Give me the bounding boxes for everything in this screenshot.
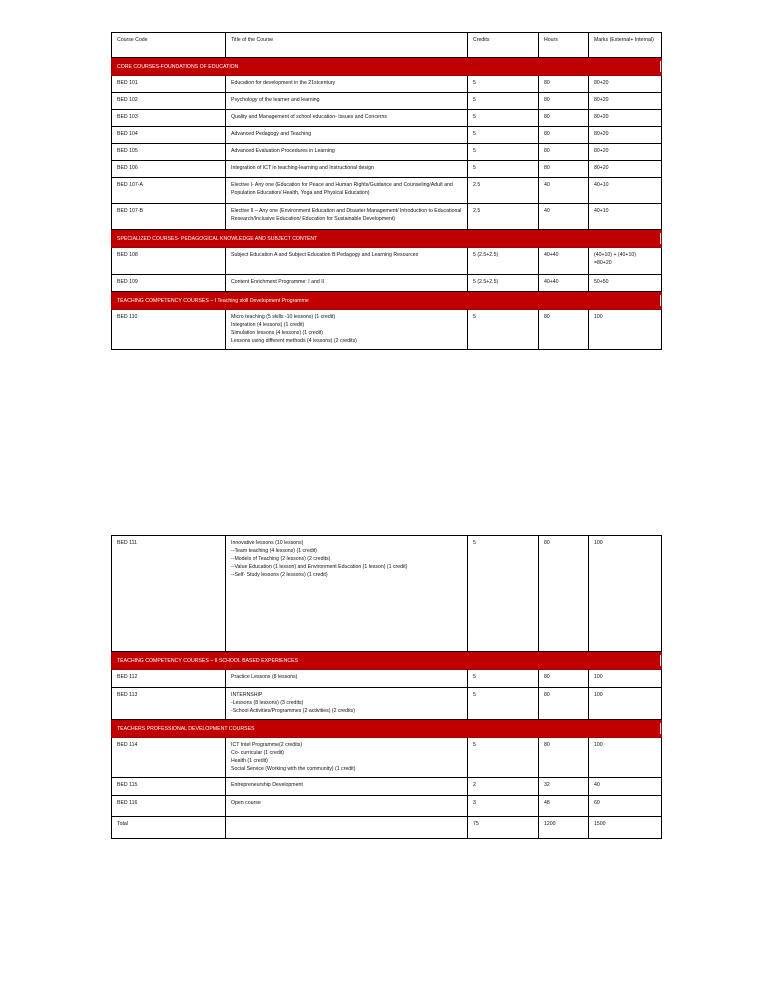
course-marks: 100 [589,688,662,720]
title-line: Innovative lessons (10 lessons) [231,540,304,546]
course-hours: 40 [539,178,589,204]
course-code: BED 103 [112,110,226,127]
table-row [112,796,662,817]
course-title: Practice Lessons (8 lessons) [226,670,468,688]
course-marks: 80+20 [589,110,662,127]
course-title [226,310,468,350]
course-marks: 80+20 [589,144,662,161]
course-marks: 50+50 [589,275,662,292]
marks-line: =80+20 [594,260,612,266]
course-hours: 48 [539,796,589,817]
title-line: --Models of Teaching (2 lessons) (2 credits) [231,556,331,562]
course-hours: 80 [539,670,589,688]
course-code: BED 107-B [112,204,226,230]
course-title: Education for development in the 21stcentury [226,76,468,93]
course-credits: 5 [468,161,539,178]
table-row [112,275,662,292]
curriculum-table-part-2 [111,535,662,839]
course-code: BED 104 [112,127,226,144]
course-hours: 80 [539,310,589,350]
title-line: Co- curricular (1 credit) [231,750,285,756]
course-marks: 40+10 [589,204,662,230]
course-code: BED 109 [112,275,226,292]
table-row [112,93,662,110]
course-credits: 5 [468,670,539,688]
course-hours: 80 [539,76,589,93]
course-credits: 5 [468,93,539,110]
course-credits: 5 [468,688,539,720]
course-credits: 5 [468,76,539,93]
table-row [112,310,662,350]
course-hours: 80 [539,93,589,110]
course-hours: 32 [539,778,589,796]
header-row [112,33,662,58]
course-title: Psychology of the learner and learning [226,93,468,110]
course-credits: 5 [468,127,539,144]
title-line: --Value Education (1 lesson) and Environment Education (1 lesson) (1 credit) [231,564,408,570]
table-row [112,688,662,720]
course-marks: 40 [589,778,662,796]
section-title-core: CORE COURSES-FOUNDATIONS OF EDUCATION [112,58,662,76]
course-hours: 80 [539,110,589,127]
course-marks [589,248,662,275]
table-row [112,536,662,652]
table-row [112,738,662,778]
header-marks: Marks (External+ Internal) [589,33,662,58]
title-line: Health (1 credit) [231,758,268,764]
section-row-specialized [112,230,662,248]
title-line: Integration (4 lessons) (1 credit) [231,322,305,328]
course-credits: 2.5 [468,204,539,230]
course-title: Advanced Evaluation Procedures in Learning [226,144,468,161]
title-line: INTERNSHIP [231,692,263,698]
course-code: BED 110 [112,310,226,350]
course-marks: 40+10 [589,178,662,204]
table-row [112,204,662,230]
course-credits: 2 [468,778,539,796]
total-marks: 1500 [589,817,662,839]
course-code: BED 115 [112,778,226,796]
course-marks: 80+20 [589,93,662,110]
course-hours: 40+40 [539,248,589,275]
course-marks: 100 [589,536,662,652]
section-title-professional: TEACHERS PROFESSIONAL DEVELOPMENT COURSES [112,720,662,738]
course-code: BED 106 [112,161,226,178]
course-title [226,688,468,720]
table-row [112,248,662,275]
section-row-core [112,58,662,76]
section-row-teaching-2 [112,652,662,670]
course-title: Open course [226,796,468,817]
course-marks: 100 [589,670,662,688]
course-credits: 3 [468,796,539,817]
course-title: Content Enrichment Programme: I and II [226,275,468,292]
course-title: Subject Education A and Subject Education B:Pedagogy and Learning Resources [226,248,468,275]
course-hours: 80 [539,144,589,161]
title-line: -School Activities/Programmes (2 activities) (2 credits) [231,708,355,714]
course-credits: 5 (2.5+2.5) [468,275,539,292]
course-marks: 80+20 [589,76,662,93]
course-title: Elective I- Any one (Education for Peace and Human Rights/Guidance and Counseling/Adult and Population Education/ Health, Yoga and Physical Education) [226,178,468,204]
course-title: Elective II – Any one (Environment Education and Disaster Management/ Introduction to Educational Research/Inclusive Education/ Education for Sustainable Development) [226,204,468,230]
header-credits: Credits [468,33,539,58]
course-code: BED 113 [112,688,226,720]
course-title: Integration of ICT in teaching-learning and Instructional design [226,161,468,178]
title-line: Micro teaching (5 skills -10 lessons) (1 credit) [231,314,336,320]
course-hours: 40+40 [539,275,589,292]
course-credits: 2.5 [468,178,539,204]
course-hours: 40 [539,204,589,230]
title-line: Lessons using different methods (4 lessons) (2 credits) [231,338,357,344]
total-row [112,817,662,839]
table-row [112,778,662,796]
title-line: --Self- Study lessons (2 lessons) (1 credit) [231,572,328,578]
course-credits: 5 [468,110,539,127]
course-marks: 80+20 [589,161,662,178]
table-row [112,144,662,161]
course-code: BED 101 [112,76,226,93]
course-code: BED 112 [112,670,226,688]
total-hours: 1200 [539,817,589,839]
marks-line: (40+10) + (40+10) [594,252,636,258]
course-title [226,536,468,652]
course-marks: 80+20 [589,127,662,144]
course-code: BED 114 [112,738,226,778]
course-code: BED 107-A [112,178,226,204]
course-hours: 80 [539,127,589,144]
title-line: Simulation lessons (4 lessons) (1 credit) [231,330,323,336]
header-hours: Hours [539,33,589,58]
title-line: -Lessons (8 lessons) (3 credits) [231,700,304,706]
course-code: BED 105 [112,144,226,161]
course-hours: 80 [539,536,589,652]
total-title-empty [226,817,468,839]
header-title: Title of the Course [226,33,468,58]
curriculum-table-part-1 [111,32,662,350]
course-hours: 80 [539,688,589,720]
course-title: Entrepreneurship Development [226,778,468,796]
table-row [112,161,662,178]
course-code: BED 111 [112,536,226,652]
course-code: BED 116 [112,796,226,817]
section-title-teaching-1: TEACHING COMPETENCY COURSES – I Teaching skill Development Programme [112,292,662,310]
course-credits: 5 (2.5+2.5) [468,248,539,275]
course-code: BED 102 [112,93,226,110]
total-credits: 75 [468,817,539,839]
course-hours: 80 [539,161,589,178]
title-line: --Team teaching (4 lessons) (1 credit) [231,548,317,554]
course-hours: 80 [539,738,589,778]
total-label: Total [112,817,226,839]
table-row [112,127,662,144]
course-credits: 5 [468,536,539,652]
course-title: Advanced Pedagogy and Teaching [226,127,468,144]
course-credits: 5 [468,144,539,161]
section-title-specialized: SPECIALIZED COURSES- PEDAGOGICAL KNOWLEDGE AND SUBJECT CONTENT [112,230,662,248]
course-title: Quality and Management of school education- Issues and Concerns [226,110,468,127]
header-course-code: Course Code [112,33,226,58]
course-title [226,738,468,778]
section-row-teaching-1 [112,292,662,310]
table-row [112,670,662,688]
course-marks: 100 [589,738,662,778]
title-line: ICT Intel Programme(2 credits) [231,742,303,748]
table-row [112,76,662,93]
course-code: BED 108 [112,248,226,275]
course-credits: 5 [468,738,539,778]
table-row [112,178,662,204]
course-marks: 60 [589,796,662,817]
course-marks: 100 [589,310,662,350]
title-line: Social Service (Working with the community) (1 credit) [231,766,356,772]
table-row [112,110,662,127]
course-credits: 5 [468,310,539,350]
section-title-teaching-2: TEACHING COMPETENCY COURSES – II SCHOOL BASED EXPERIENCES [112,652,662,670]
section-row-professional [112,720,662,738]
